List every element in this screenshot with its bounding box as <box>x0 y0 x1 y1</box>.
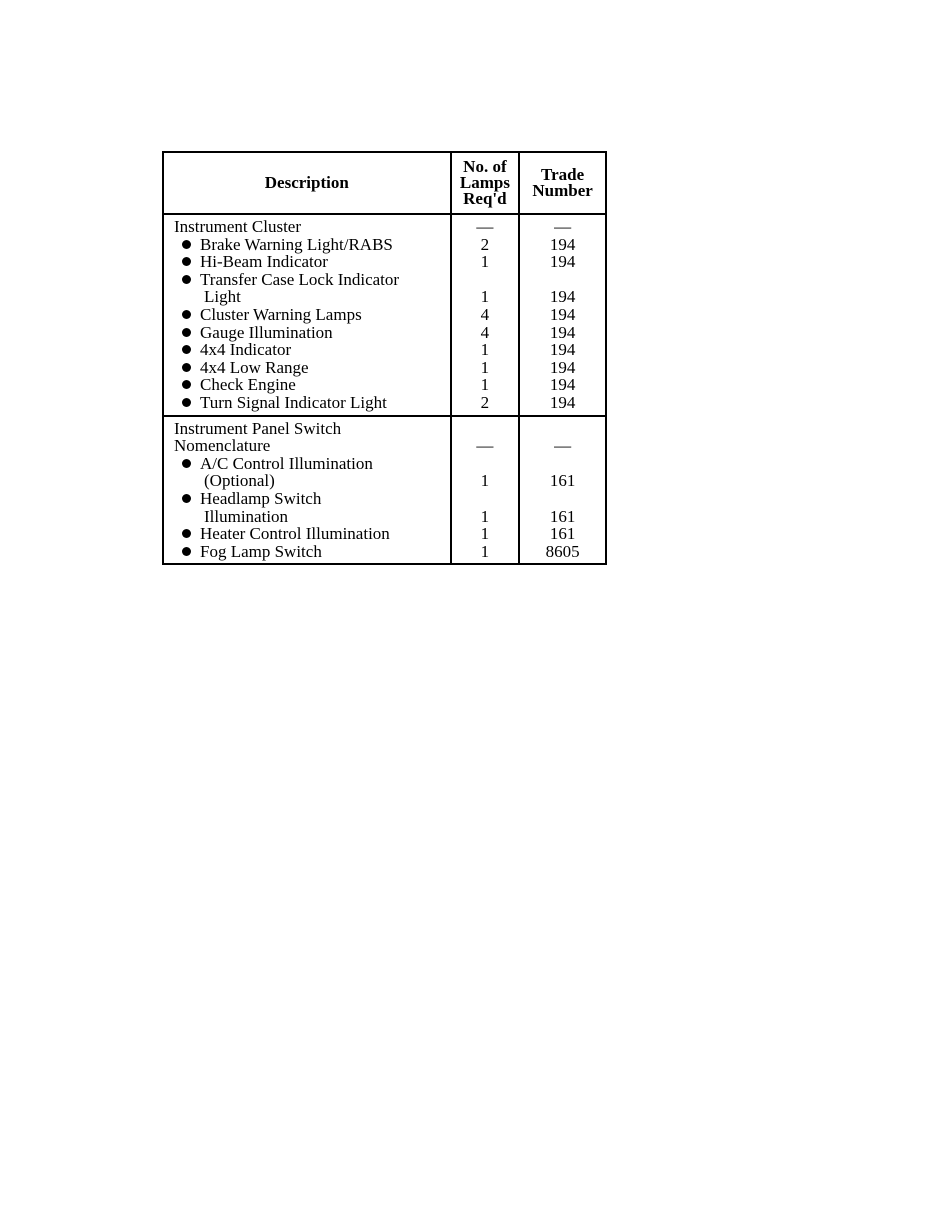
bullet-icon <box>182 380 191 389</box>
list-item <box>174 455 450 473</box>
header-lamps-line-3: Req'd <box>463 189 507 208</box>
trade-value: 194 <box>549 304 576 324</box>
bullet-icon <box>182 494 191 503</box>
table-row <box>163 416 606 565</box>
lamps-value: — <box>476 436 494 456</box>
item-label: Gauge Illumination <box>200 322 333 342</box>
header-lamps-line-1: No. of <box>463 157 507 176</box>
trade-value: 194 <box>549 357 576 377</box>
item-continuation: (Optional) <box>204 471 275 491</box>
header-trade-line-1: Trade <box>541 165 585 184</box>
item-label: 4x4 Low Range <box>200 357 309 377</box>
section-title: Instrument Panel Switch <box>174 418 342 438</box>
section-title: Instrument Cluster <box>174 217 302 236</box>
bullet-icon <box>182 459 191 468</box>
lamps-column <box>451 416 520 565</box>
item-label: Transfer Case Lock Indicator <box>200 269 400 289</box>
item-label: Cluster Warning Lamps <box>200 304 362 324</box>
lamps-value: 1 <box>480 541 490 561</box>
lamps-value: 4 <box>480 304 490 324</box>
trade-value: 194 <box>549 252 576 272</box>
spacer <box>452 420 519 438</box>
spacer <box>520 271 605 289</box>
header-lamps-required <box>451 152 520 214</box>
trade-column <box>519 416 606 565</box>
trade-value: — <box>554 436 572 456</box>
trade-value: 194 <box>549 322 576 342</box>
spacer <box>452 271 519 289</box>
header-trade-number <box>519 152 606 214</box>
item-label: Brake Warning Light/RABS <box>200 234 393 254</box>
list-item <box>174 490 450 508</box>
lamps-value: 1 <box>480 357 490 377</box>
lamps-value: 1 <box>480 471 490 491</box>
header-row <box>163 152 606 214</box>
trade-value: — <box>554 217 572 236</box>
list-item <box>174 543 450 561</box>
lamps-value: 1 <box>480 506 490 526</box>
bullet-icon <box>182 529 191 538</box>
item-label: Hi-Beam Indicator <box>200 252 328 272</box>
lamps-value: 1 <box>480 252 490 272</box>
spacer <box>520 455 605 473</box>
section-instrument-cluster <box>163 214 606 416</box>
trade-value: 194 <box>549 287 576 307</box>
section-title-line-2: Nomenclature <box>174 436 271 456</box>
list-item <box>174 525 450 543</box>
trade-column <box>519 214 606 416</box>
list-item <box>174 341 450 359</box>
bullet-icon <box>182 257 191 266</box>
lamp-specification-table <box>162 151 607 565</box>
bullet-icon <box>182 328 191 337</box>
spacer <box>520 490 605 508</box>
item-label: Turn Signal Indicator Light <box>200 392 387 412</box>
spacer <box>452 455 519 473</box>
bullet-icon <box>182 398 191 407</box>
bullet-icon <box>182 345 191 354</box>
lamps-value: 1 <box>480 375 490 395</box>
item-label: Headlamp Switch <box>200 488 322 508</box>
header-description: Description <box>163 152 451 214</box>
bullet-icon <box>182 275 191 284</box>
list-item <box>174 253 450 271</box>
list-item <box>174 359 450 377</box>
item-continuation: Light <box>204 287 241 307</box>
item-label: Heater Control Illumination <box>200 524 390 544</box>
list-item <box>174 394 450 412</box>
trade-value: 161 <box>549 524 576 544</box>
lamps-value: — <box>476 217 494 236</box>
item-label: A/C Control Illumination <box>200 453 373 473</box>
list-item <box>174 324 450 342</box>
bullet-icon <box>182 547 191 556</box>
list-item <box>174 236 450 254</box>
lamps-value: 2 <box>480 392 490 412</box>
lamps-column <box>451 214 520 416</box>
lamps-value: 1 <box>480 340 490 360</box>
item-label: 4x4 Indicator <box>200 340 292 360</box>
lamps-value: 4 <box>480 322 490 342</box>
lamps-value: 2 <box>480 234 490 254</box>
lamps-value: 1 <box>480 287 490 307</box>
spacer <box>452 490 519 508</box>
bullet-icon <box>182 310 191 319</box>
trade-value: 161 <box>549 506 576 526</box>
header-lamps-line-2: Lamps <box>459 173 510 192</box>
spacer <box>520 420 605 438</box>
item-label: Fog Lamp Switch <box>200 541 322 561</box>
table-row <box>163 214 606 416</box>
trade-value: 194 <box>549 392 576 412</box>
list-item <box>174 376 450 394</box>
bullet-icon <box>182 240 191 249</box>
item-label: Check Engine <box>200 375 296 395</box>
trade-value: 194 <box>549 340 576 360</box>
header-trade-line-2: Number <box>532 181 593 200</box>
lamps-value: 1 <box>480 524 490 544</box>
trade-value: 8605 <box>545 541 580 561</box>
item-continuation: Illumination <box>204 506 289 526</box>
trade-value: 194 <box>549 375 576 395</box>
section-instrument-panel-switch <box>163 416 606 565</box>
description-column <box>163 416 451 565</box>
trade-value: 161 <box>549 471 576 491</box>
description-column <box>163 214 451 416</box>
list-item <box>174 271 450 289</box>
trade-value: 194 <box>549 234 576 254</box>
bullet-icon <box>182 363 191 372</box>
list-item <box>174 306 450 324</box>
